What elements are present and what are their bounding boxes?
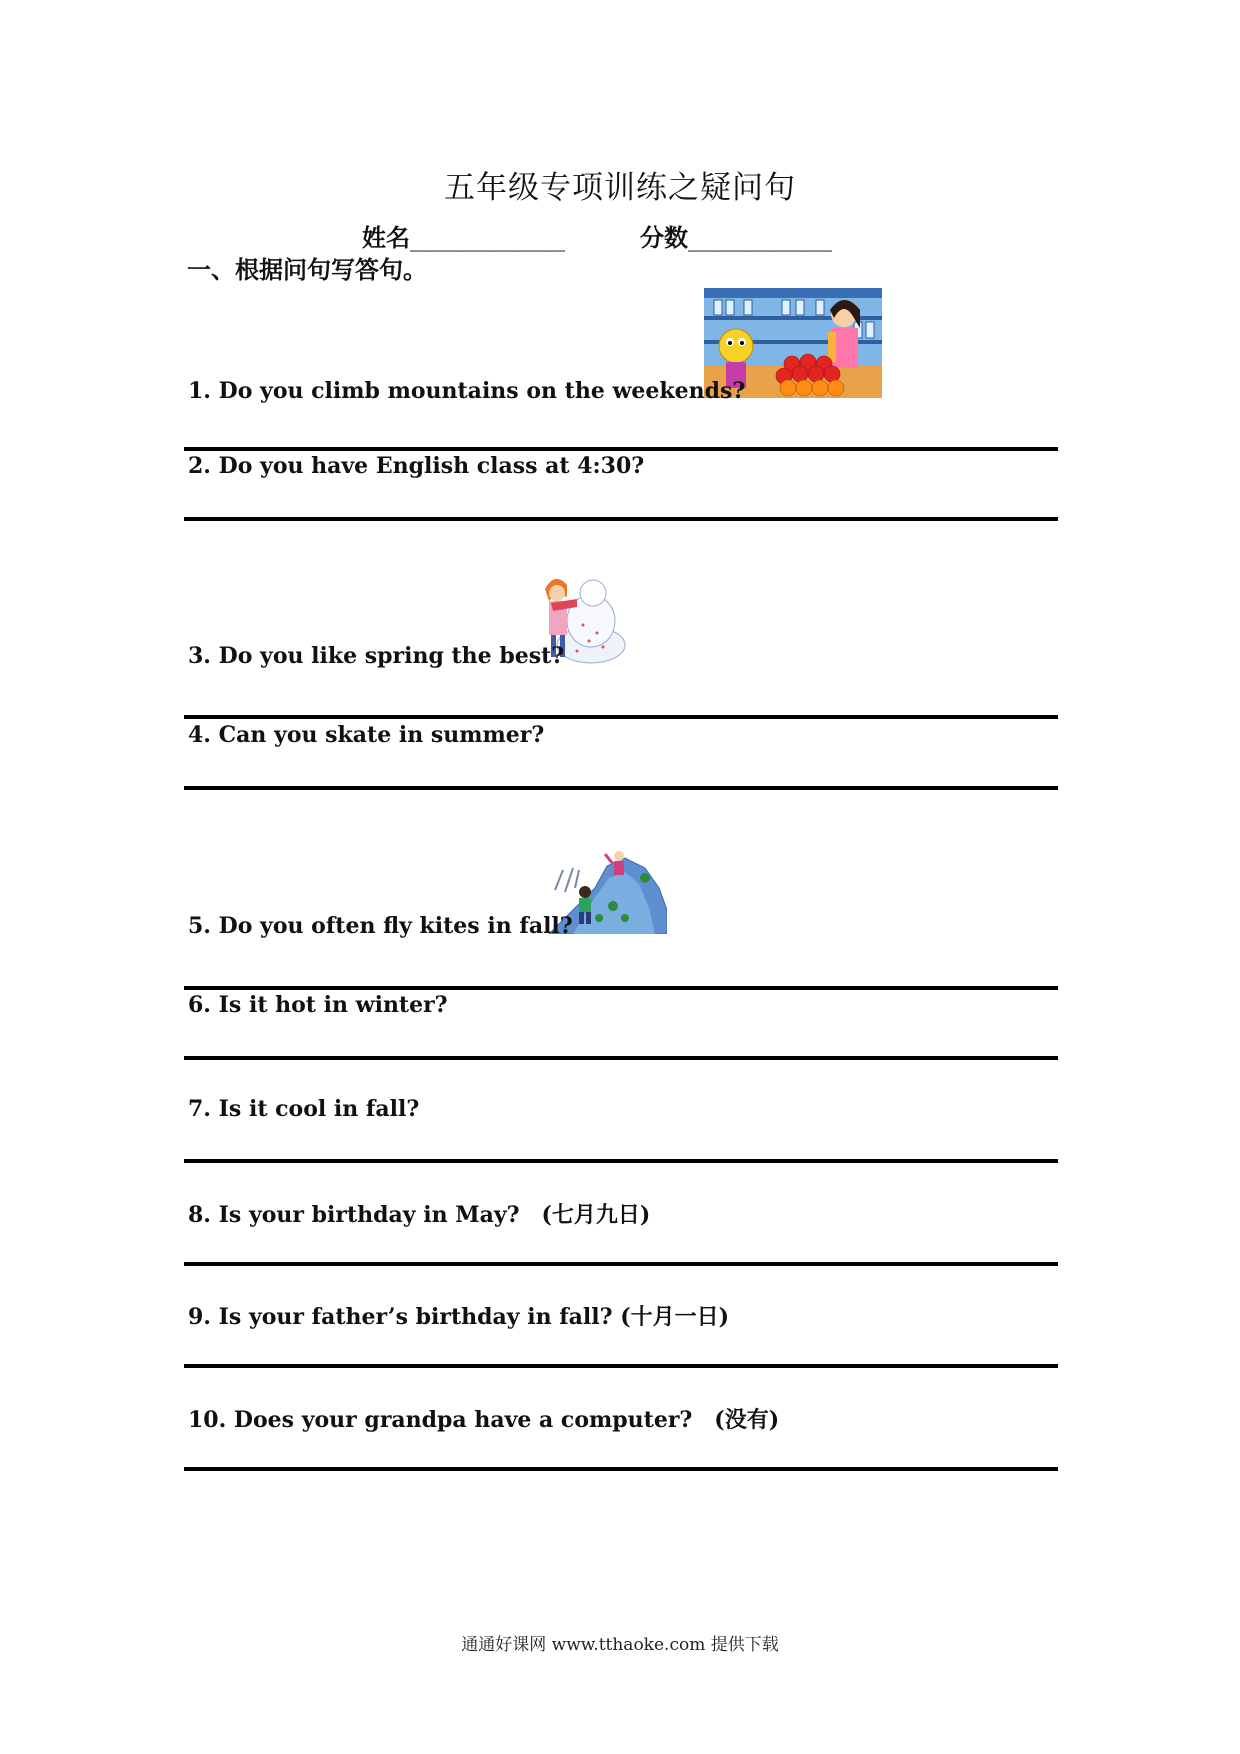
question-9: 9. Is your father’s birthday in fall? (十月一日) bbox=[188, 1304, 730, 1330]
question-6: 6. Is it hot in winter? bbox=[188, 992, 448, 1018]
page-title: 五年级专项训练之疑问句 bbox=[444, 170, 796, 206]
section-heading: 一、根据问句写答句。 bbox=[187, 255, 427, 284]
question-5: 5. Do you often fly kites in fall? bbox=[188, 913, 573, 939]
answer-line-8[interactable] bbox=[184, 1262, 1058, 1266]
footer-source: 通通好课网 www.tthaoke.com 提供下载 bbox=[461, 1635, 779, 1655]
question-7: 7. Is it cool in fall? bbox=[188, 1096, 420, 1122]
answer-line-5[interactable] bbox=[184, 986, 1058, 990]
answer-line-3[interactable] bbox=[184, 715, 1058, 719]
answer-line-7[interactable] bbox=[184, 1159, 1058, 1163]
answer-line-2[interactable] bbox=[184, 517, 1058, 521]
answer-line-9[interactable] bbox=[184, 1364, 1058, 1368]
name-label: 姓名 bbox=[362, 223, 410, 252]
name-field bbox=[362, 218, 564, 253]
question-2: 2. Do you have English class at 4:30? bbox=[188, 453, 645, 479]
answer-line-10[interactable] bbox=[184, 1467, 1058, 1471]
question-1: 1. Do you climb mountains on the weekends? bbox=[188, 378, 746, 404]
question-8: 8. Is your birthday in May? (七月九日) bbox=[188, 1202, 651, 1228]
question-4: 4. Can you skate in summer? bbox=[188, 722, 545, 748]
score-field bbox=[640, 218, 831, 253]
answer-line-4[interactable] bbox=[184, 786, 1058, 790]
name-blank[interactable]: ______________ bbox=[410, 224, 564, 252]
answer-line-6[interactable] bbox=[184, 1056, 1058, 1060]
question-10: 10. Does your grandpa have a computer? (没有) bbox=[188, 1407, 780, 1433]
answer-line-1[interactable] bbox=[184, 447, 1058, 451]
score-blank[interactable]: _____________ bbox=[688, 224, 831, 252]
score-label: 分数 bbox=[640, 223, 688, 252]
question-3: 3. Do you like spring the best? bbox=[188, 643, 565, 669]
